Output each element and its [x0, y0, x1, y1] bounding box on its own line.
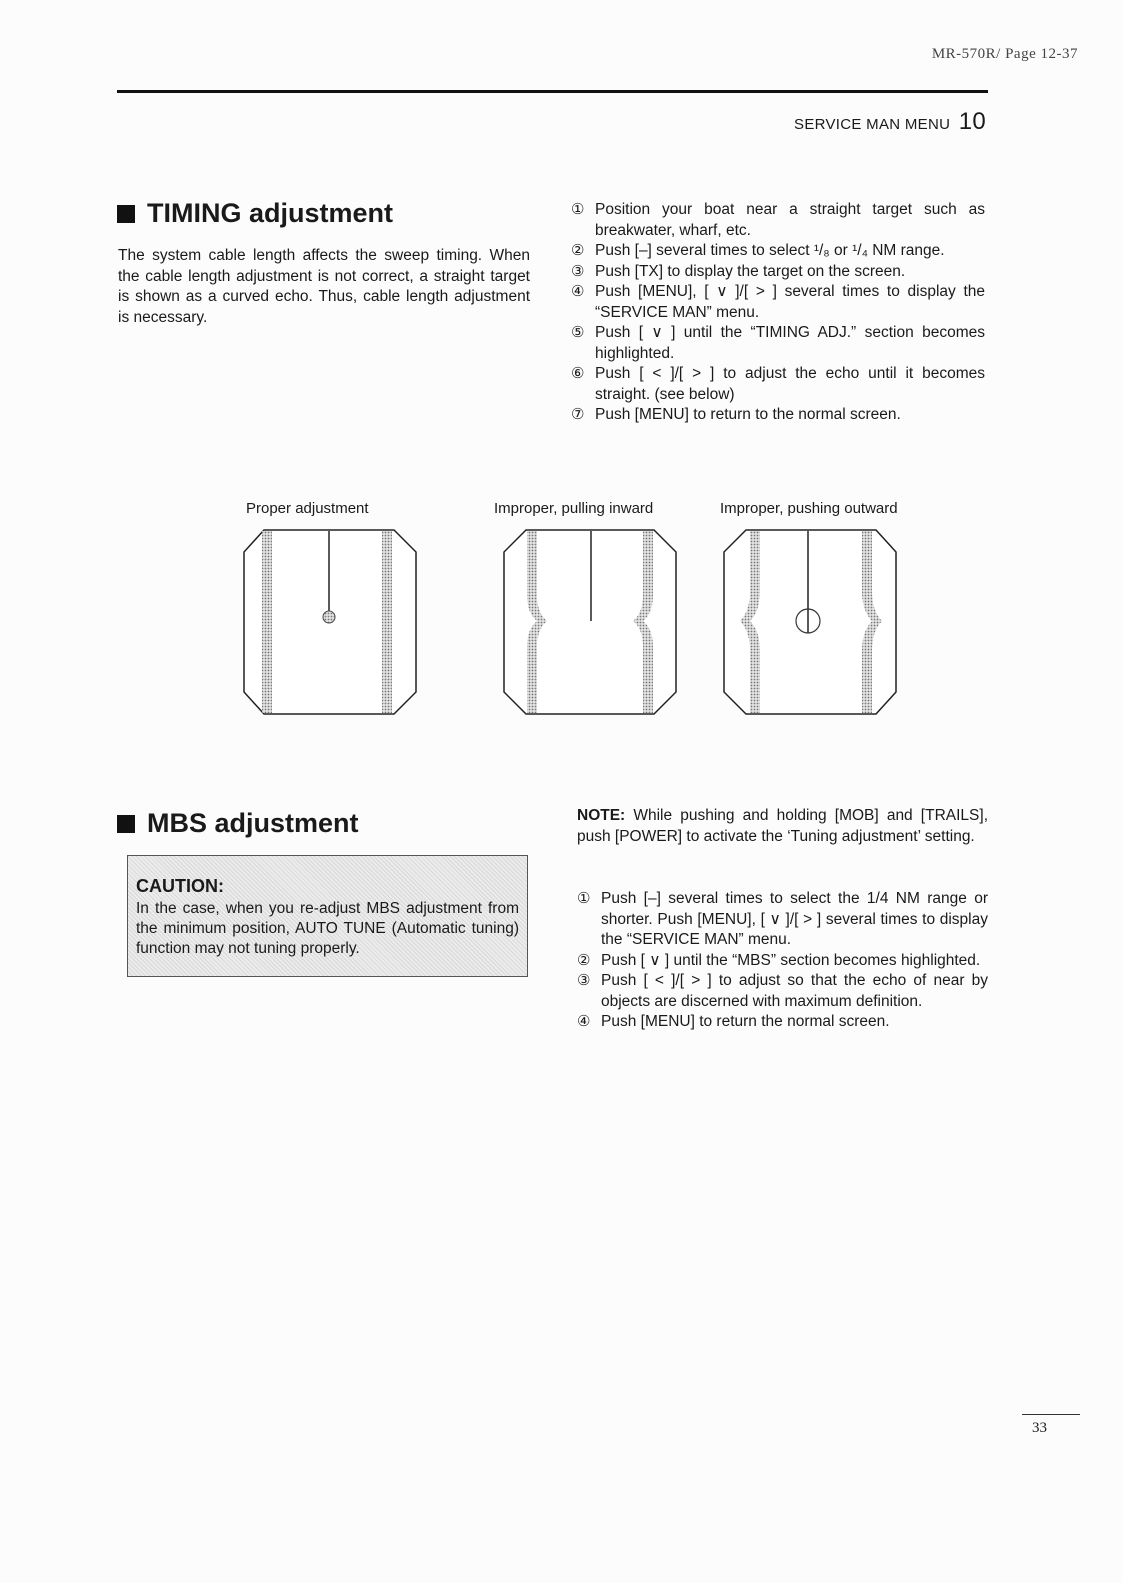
timing-figures [240, 525, 940, 720]
mbs-step: ③ Push [ < ]/[ > ] to adjust so that the echo of near by objects are discerned with maximum definition. [577, 972, 988, 1010]
bullet-square-icon [117, 815, 135, 833]
caution-title: CAUTION: [136, 876, 224, 896]
figure-label-proper: Proper adjustment [246, 500, 369, 517]
section-number: 10 [958, 108, 986, 135]
timing-title: TIMING adjustment [117, 198, 393, 229]
page-id: MR-570R/ Page 12-37 [931, 46, 1078, 62]
mbs-step: ④ Push [MENU] to return the normal screen. [577, 1013, 890, 1030]
pulling-inward-figure [504, 530, 676, 714]
pushing-outward-figure [724, 530, 896, 714]
timing-step: ⑥ Push [ < ]/[ > ] to adjust the echo until it becomes straight. (see below) [571, 365, 985, 403]
mbs-steps [577, 889, 988, 1033]
proper-adjustment-figure [244, 530, 416, 714]
mbs-title: MBS adjustment [117, 808, 359, 839]
page-number: 33 [1032, 1420, 1047, 1436]
timing-step: ② Push [–] several times to select ¹/₈ or ¹/₄ NM range. [571, 242, 945, 259]
figure-label-inward: Improper, pulling inward [494, 500, 654, 517]
figure-label-outward: Improper, pushing outward [720, 500, 898, 517]
timing-step: ① Position your boat near a straight target such as breakwater, wharf, etc. [571, 201, 985, 239]
footer-rule [1022, 1414, 1080, 1415]
section-label: SERVICE MAN MENU [794, 116, 951, 133]
timing-step: ③ Push [TX] to display the target on the screen. [571, 262, 906, 280]
header-rule [117, 90, 988, 93]
timing-step: ④ Push [MENU], [ ∨ ]/[ > ] several times to display the “SERVICE MAN” menu. [571, 283, 985, 321]
timing-step: ⑦ Push [MENU] to return to the normal screen. [571, 406, 901, 423]
timing-step: ⑤ Push [ ∨ ] until the “TIMING ADJ.” section becomes highlighted. [571, 324, 985, 362]
mbs-step: ① Push [–] several times to select the 1/4 NM range or shorter. Push [MENU], [ ∨ ]/[ > ] several times to display the “SERVICE MAN” menu. [577, 890, 988, 948]
caution-text: In the case, when you re-adjust MBS adjustment from the minimum position, AUTO TUNE (Automatic tuning) function may not tuning properly. [136, 900, 519, 957]
timing-intro: The system cable length affects the sweep timing. When the cable length adjustment is not correct, a straight target is shown as a curved echo. Thus, cable length adjustment is necessary. [118, 247, 530, 326]
mbs-step: ② Push [ ∨ ] until the “MBS” section becomes highlighted. [577, 951, 981, 969]
mbs-note [577, 806, 988, 847]
section-heading [794, 108, 986, 136]
caution-box [127, 855, 528, 977]
timing-steps [571, 200, 985, 426]
bullet-square-icon [117, 205, 135, 223]
note-text: While pushing and holding [MOB] and [TRAILS], push [POWER] to activate the ‘Tuning adjustment’ setting. [577, 807, 988, 845]
note-label: NOTE: [577, 807, 626, 824]
